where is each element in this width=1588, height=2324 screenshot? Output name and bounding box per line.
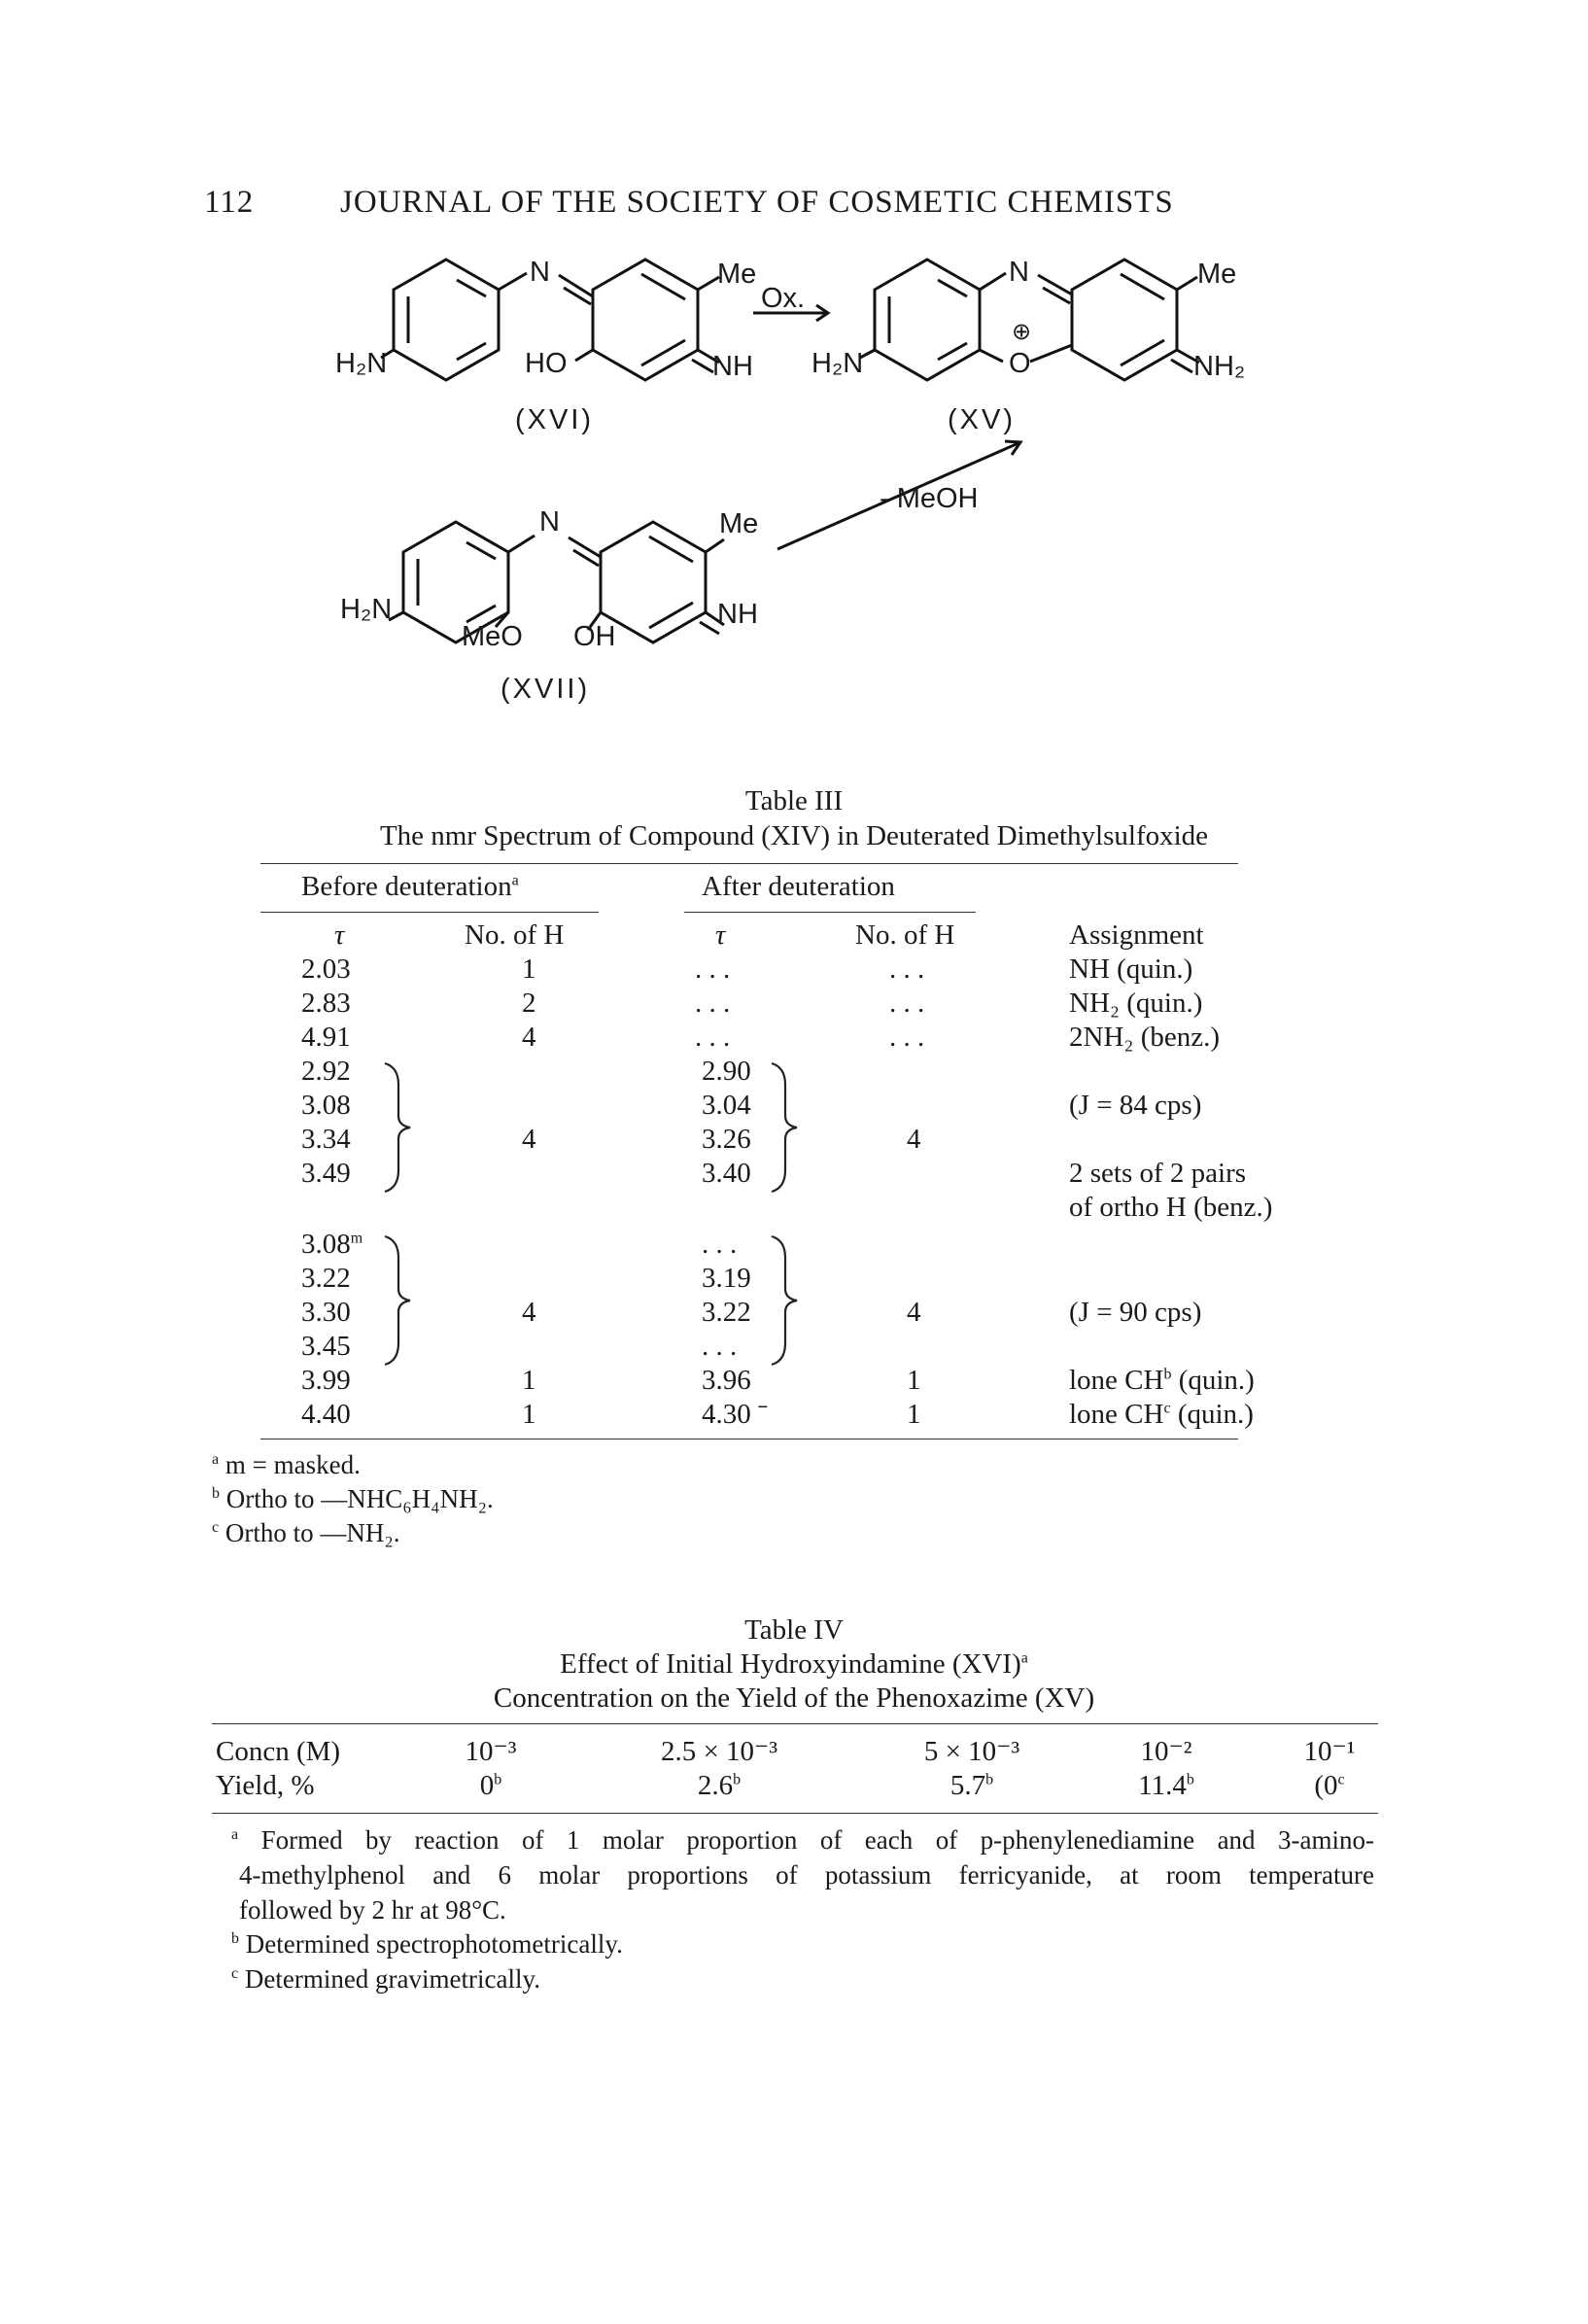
footnote-a-line2: 4-methylphenol and 6 molar proportions of potassium ferricyanide, at room temperature xyxy=(239,1860,1374,1890)
assignment-text: lone CH xyxy=(1069,1365,1164,1396)
before-noh-cell: 4 xyxy=(522,1124,536,1155)
footnote-text: Determined spectrophotometrically. xyxy=(245,1929,623,1959)
footnote-mark: b xyxy=(1163,1366,1172,1383)
xv-o-label: O xyxy=(1009,348,1031,379)
footnote-a-line1-text: Formed by reaction of 1 molar proportion of each of p-phenylenediamine and 3-amino- xyxy=(260,1825,1375,1855)
xvii-me-label: Me xyxy=(719,508,759,539)
yield-cell xyxy=(1281,1769,1378,1802)
before-noh-cell: 4 xyxy=(522,1297,536,1328)
concn-cell: 10⁻² xyxy=(1140,1736,1192,1767)
before-tau-cell: 4.91 xyxy=(301,1022,351,1053)
before-noh-cell: 1 xyxy=(522,1365,536,1396)
after-tau-cell: . . . xyxy=(702,1229,738,1260)
table-iii-title: Table III xyxy=(744,785,844,816)
before-tau-header: τ xyxy=(334,919,345,951)
assignment-suffix: (quin.) xyxy=(1171,1365,1255,1396)
yield-value: (0 xyxy=(1314,1770,1338,1801)
concn-cell: 10⁻³ xyxy=(465,1736,517,1767)
xvii-nh-label: NH xyxy=(717,599,758,630)
brace-before-group2 xyxy=(381,1232,420,1369)
xvii-meo-label: MeO xyxy=(462,621,523,652)
xvi-nh-label: NH xyxy=(712,351,753,382)
table-iii-top-rule xyxy=(260,863,1238,864)
assignment-cell: NH (quin.) xyxy=(1069,954,1193,985)
xv-me-label: Me xyxy=(1197,259,1237,290)
after-tau-cell: . . . xyxy=(695,988,731,1019)
table-iii-footnote-b xyxy=(212,1482,494,1515)
assignment-cell: NH₂ (quin.) xyxy=(1069,988,1203,1019)
footnote-text: Ortho to —NH₂. xyxy=(224,1518,400,1547)
before-tau-cell: 4.40 xyxy=(301,1399,351,1430)
footnote-text: m = masked. xyxy=(224,1450,361,1479)
xvii-n-label: N xyxy=(539,506,560,538)
table-iii-footnote-a xyxy=(212,1448,361,1481)
assignment-cell xyxy=(1069,1364,1255,1397)
after-tau-cell: 3.40 xyxy=(702,1158,751,1189)
compound-xvii-label: (XVII) xyxy=(501,674,591,705)
before-noh-cell: 1 xyxy=(522,954,536,985)
assignment-text: lone CH xyxy=(1069,1399,1164,1430)
assignment-cell: (J = 84 cps) xyxy=(1069,1090,1202,1121)
xvi-ho-label: HO xyxy=(525,348,568,379)
before-tau-cell: 3.45 xyxy=(301,1331,351,1362)
before-noh-cell: 2 xyxy=(522,988,536,1019)
yield-value: 5.7 xyxy=(949,1770,986,1801)
xvi-n-label: N xyxy=(530,257,550,288)
after-tau-cell: 3.04 xyxy=(702,1090,751,1121)
reaction-scheme-drawing xyxy=(0,0,1588,739)
xvii-h2n-label: H₂N xyxy=(340,594,393,625)
before-deuteration-text: Before deuteration xyxy=(301,871,512,902)
before-noh-cell: 1 xyxy=(522,1399,536,1430)
footnote-mark: b xyxy=(231,1930,239,1947)
before-tau-cell: 3.34 xyxy=(301,1124,351,1155)
after-noh-cell: . . . xyxy=(889,988,925,1019)
yield-mark: b xyxy=(733,1771,742,1788)
yield-value: 2.6 xyxy=(697,1770,734,1801)
before-tau-cell: 3.30 xyxy=(301,1297,351,1328)
yield-value: 0 xyxy=(479,1770,495,1801)
caption-mark: a xyxy=(1020,1649,1028,1667)
meoh-label: - MeOH xyxy=(880,483,979,514)
table-iv-top-rule xyxy=(212,1723,1378,1724)
after-tau-cell: 3.26 xyxy=(702,1124,751,1155)
assignment-cell xyxy=(1069,1398,1254,1431)
after-deuteration-header: After deuteration xyxy=(702,871,895,902)
table-iv-footnote-b xyxy=(231,1927,623,1960)
table-iii-caption: The nmr Spectrum of Compound (XIV) in Deuterated Dimethylsulfoxide xyxy=(379,820,1209,851)
masked-mark: m xyxy=(350,1230,363,1247)
footnote-mark: a xyxy=(231,1826,239,1843)
yield-cell xyxy=(884,1769,1059,1802)
yield-row-label: Yield, % xyxy=(216,1770,315,1801)
compound-xv-label: (XV) xyxy=(948,404,1016,435)
after-tau-header: τ xyxy=(715,919,726,951)
xv-n-label: N xyxy=(1009,257,1029,288)
after-tau-cell: 3.22 xyxy=(702,1297,751,1328)
after-noh-cell: 1 xyxy=(907,1365,921,1396)
concn-label: Concn (M) xyxy=(216,1736,341,1767)
table-iv-caption-line1 xyxy=(0,1648,1588,1681)
before-tau-cell xyxy=(301,1228,362,1261)
before-deuteration-mark: a xyxy=(511,872,519,889)
xvi-h2n-label: H₂N xyxy=(335,348,388,379)
after-noh-header: No. of H xyxy=(855,919,955,951)
assignment-header: Assignment xyxy=(1069,919,1204,951)
after-noh-cell: 4 xyxy=(907,1124,921,1155)
yield-cell xyxy=(428,1769,554,1802)
before-tau-cell: 3.99 xyxy=(301,1365,351,1396)
concn-cell: 2.5 × 10⁻³ xyxy=(660,1736,778,1767)
before-tau-value: 3.08 xyxy=(301,1229,351,1260)
compound-xvi-label: (XVI) xyxy=(515,404,595,435)
caption-text: Effect of Initial Hydroxyindamine (XVI) xyxy=(560,1648,1021,1680)
yield-value: 11.4 xyxy=(1138,1770,1187,1801)
xv-nh2-label: NH₂ xyxy=(1193,351,1246,382)
table-iii-footnote-c xyxy=(212,1516,400,1549)
table-iv-footnote-a xyxy=(212,1822,1374,1927)
yield-mark: b xyxy=(1186,1771,1194,1788)
before-tau-cell: 3.49 xyxy=(301,1158,351,1189)
yield-mark: b xyxy=(985,1771,994,1788)
after-tau-cell: . . . xyxy=(695,954,731,985)
footnote-mark: c xyxy=(212,1519,220,1536)
after-tau-cell: 2.90 xyxy=(702,1056,751,1087)
brace-before-group1 xyxy=(381,1059,420,1196)
before-tau-cell: 3.08 xyxy=(301,1090,351,1121)
before-tau-cell: 3.22 xyxy=(301,1263,351,1294)
before-tau-cell: 2.03 xyxy=(301,954,351,985)
after-noh-cell: 4 xyxy=(907,1297,921,1328)
oxidation-label: Ox. xyxy=(761,283,806,314)
table-iv-caption-line2: Concentration on the Yield of the Phenoxazime (XV) xyxy=(493,1682,1095,1714)
footnote-mark: b xyxy=(212,1485,220,1502)
assignment-cell: 2NH₂ (benz.) xyxy=(1069,1022,1221,1053)
before-tau-cell: 2.92 xyxy=(301,1056,351,1087)
after-noh-cell: . . . xyxy=(889,1022,925,1053)
footnote-a-line1 xyxy=(212,1822,1374,1857)
xvii-oh-label: OH xyxy=(573,621,616,652)
before-tau-cell: 2.83 xyxy=(301,988,351,1019)
before-deuteration-header xyxy=(301,870,519,903)
after-tau-cell: 3.96 xyxy=(702,1365,751,1396)
yield-cell xyxy=(1113,1769,1220,1802)
yield-cell xyxy=(622,1769,816,1802)
xv-oxonium-label: ⊕ xyxy=(1012,319,1032,345)
after-tau-cell: . . . xyxy=(702,1331,738,1362)
footnote-mark: a xyxy=(212,1451,220,1468)
running-head: JOURNAL OF THE SOCIETY OF COSMETIC CHEMISTS xyxy=(340,185,1174,220)
concn-cell: 10⁻¹ xyxy=(1303,1736,1356,1767)
footnote-mark: c xyxy=(1163,1400,1171,1417)
before-noh-cell: 4 xyxy=(522,1022,536,1053)
after-tau-cell: . . . xyxy=(695,1022,731,1053)
assignment-suffix: (quin.) xyxy=(1170,1399,1254,1430)
xvi-me-label: Me xyxy=(717,259,757,290)
brace-after-group2 xyxy=(768,1232,807,1369)
concn-cell: 5 × 10⁻³ xyxy=(923,1736,1020,1767)
yield-mark: c xyxy=(1337,1771,1345,1788)
footnote-text: Determined gravimetrically. xyxy=(244,1964,540,1994)
brace-after-group1 xyxy=(768,1059,807,1196)
page-number: 112 xyxy=(204,185,255,220)
concn-row-label xyxy=(216,1735,340,1768)
footnote-a-line3: followed by 2 hr at 98°C. xyxy=(239,1895,506,1925)
assignment-cell: of ortho H (benz.) xyxy=(1069,1192,1273,1223)
before-noh-header: No. of H xyxy=(465,919,565,951)
after-tau-cell: 4.30 ˉ xyxy=(702,1399,768,1430)
assignment-cell: 2 sets of 2 pairs xyxy=(1069,1158,1247,1189)
table-iv-footnote-c xyxy=(231,1962,540,1995)
footnote-mark: c xyxy=(231,1965,239,1982)
assignment-cell: (J = 90 cps) xyxy=(1069,1297,1202,1328)
after-span-rule xyxy=(684,912,976,913)
before-span-rule xyxy=(260,912,599,913)
footnote-text: Ortho to —NHC₆H₄NH₂. xyxy=(225,1484,494,1513)
after-noh-cell: . . . xyxy=(889,954,925,985)
xv-h2n-label: H₂N xyxy=(811,348,864,379)
after-noh-cell: 1 xyxy=(907,1399,921,1430)
after-tau-cell: 3.19 xyxy=(702,1263,751,1294)
table-iv-bottom-rule xyxy=(212,1813,1378,1814)
yield-mark: b xyxy=(494,1771,502,1788)
table-iv-title: Table IV xyxy=(744,1614,844,1646)
